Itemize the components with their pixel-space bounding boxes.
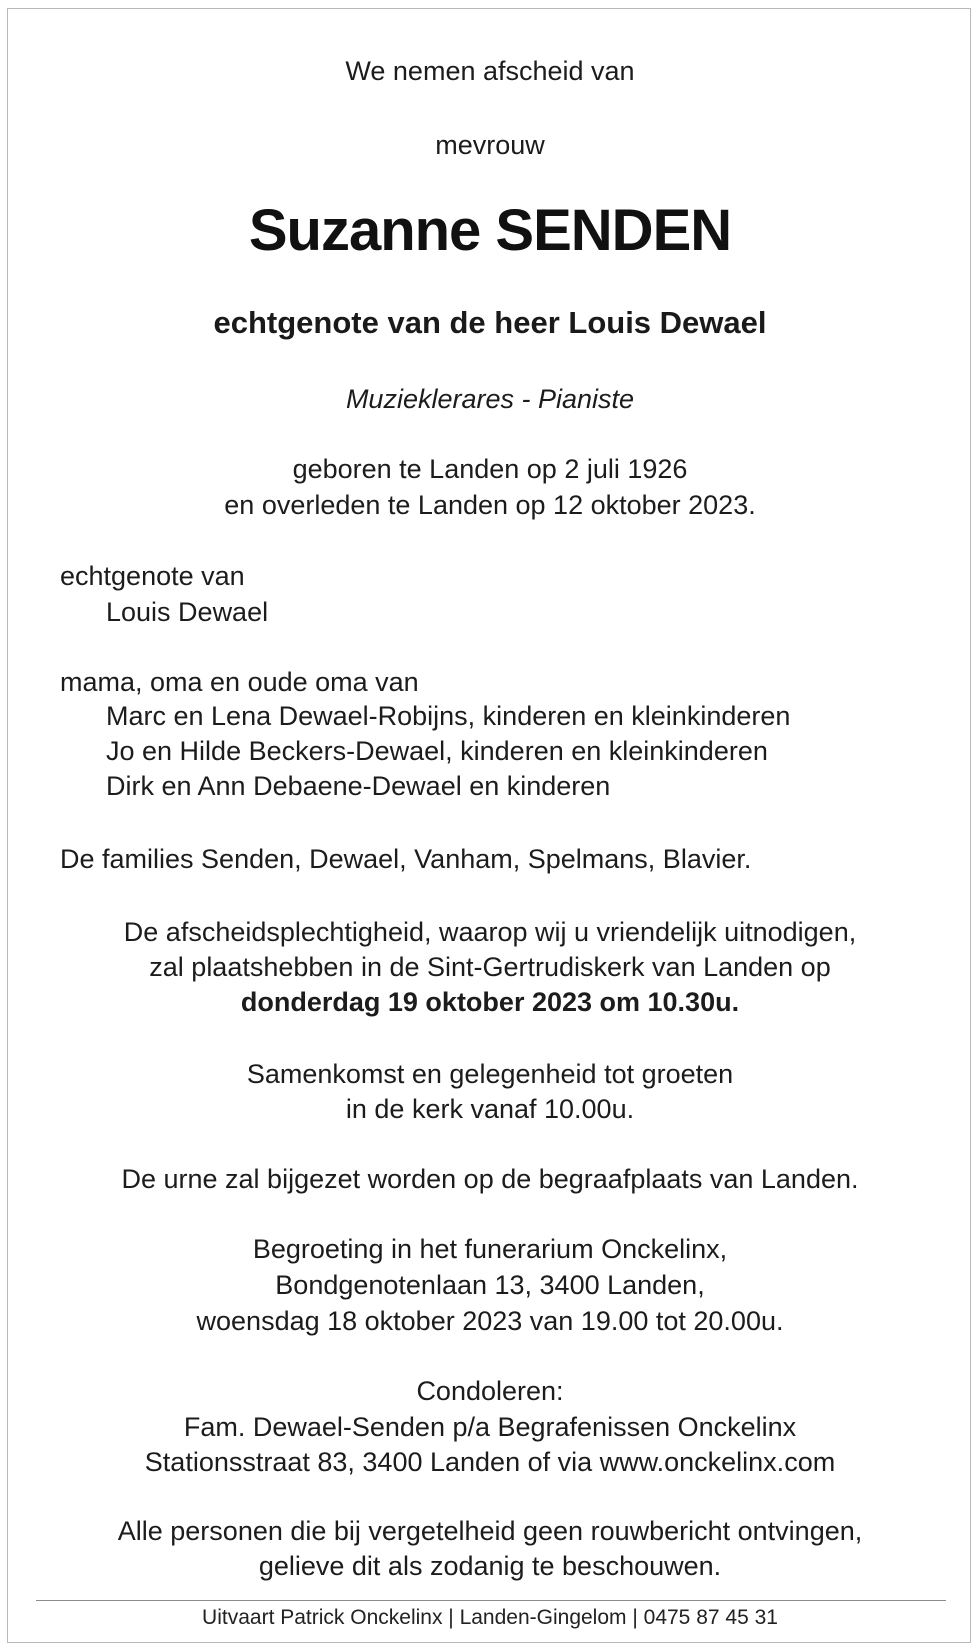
families-line: De families Senden, Dewael, Vanham, Spelmans, Blavier. [60, 844, 752, 874]
intro-text: We nemen afscheid van [345, 56, 635, 86]
spouse-name: Louis Dewael [106, 597, 269, 627]
gathering-line-1: Samenkomst en gelegenheid tot groeten [246, 1059, 734, 1089]
salutation: mevrouw [435, 130, 545, 160]
ceremony-line-1: De afscheidsplechtigheid, waarop wij u vriendelijk uitnodigen, [123, 917, 857, 947]
gathering-line-2: in de kerk vanaf 10.00u. [345, 1094, 635, 1124]
visitation-line-3: woensdag 18 oktober 2023 van 19.00 tot 20.00u. [196, 1306, 784, 1336]
deceased-name: Suzanne SENDEN [248, 198, 732, 263]
condolences-line-2: Stationsstraat 83, 3400 Landen of via www.onckelinx.com [144, 1447, 836, 1477]
ceremony-datetime: donderdag 19 oktober 2023 om 10.30u. [240, 987, 740, 1017]
spouse-heading: echtgenote van [60, 561, 245, 591]
birth-line: geboren te Landen op 2 juli 1926 [292, 454, 688, 484]
visitation-line-1: Begroeting in het funerarium Onckelinx, [252, 1234, 728, 1264]
closing-line-2: gelieve dit als zodanig te beschouwen. [258, 1551, 722, 1581]
footer-undertaker: Uitvaart Patrick Onckelinx | Landen-Gingelom | 0475 87 45 31 [202, 1606, 778, 1629]
spouse-subtitle: echtgenote van de heer Louis Dewael [213, 305, 767, 340]
family-member: Dirk en Ann Debaene-Dewael en kinderen [106, 771, 611, 801]
family-member: Marc en Lena Dewael-Robijns, kinderen en kleinkinderen [106, 701, 791, 731]
family-heading: mama, oma en oude oma van [60, 667, 419, 697]
condolences-line-1: Fam. Dewael-Senden p/a Begrafenissen Onckelinx [183, 1412, 797, 1442]
profession: Muzieklerares - Pianiste [345, 384, 635, 414]
condolences-heading: Condoleren: [416, 1376, 564, 1406]
visitation-line-2: Bondgenotenlaan 13, 3400 Landen, [275, 1270, 705, 1300]
closing-line-1: Alle personen die bij vergetelheid geen rouwbericht ontvingen, [117, 1516, 863, 1546]
ceremony-line-2: zal plaatshebben in de Sint-Gertrudiskerk van Landen op [149, 952, 831, 982]
death-line: en overleden te Landen op 12 oktober 2023. [224, 490, 756, 520]
urn-line: De urne zal bijgezet worden op de begraafplaats van Landen. [121, 1164, 859, 1194]
family-member: Jo en Hilde Beckers-Dewael, kinderen en kleinkinderen [106, 736, 768, 766]
footer-divider [36, 1600, 946, 1601]
